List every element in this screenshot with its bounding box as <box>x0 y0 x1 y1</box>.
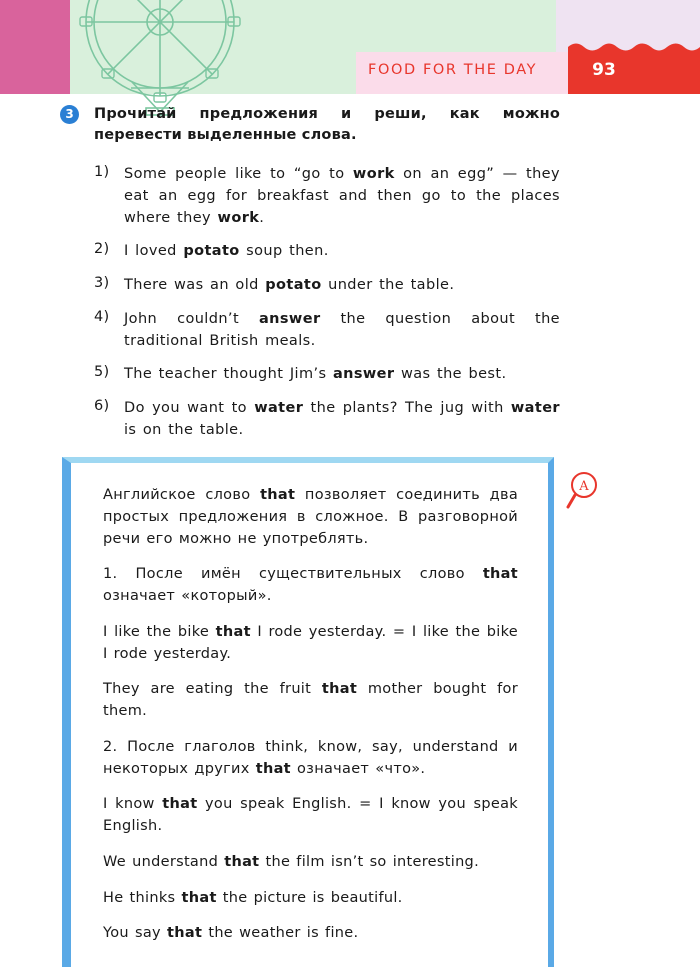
item-label: 6) <box>94 398 110 415</box>
exercise-item-list <box>94 164 560 442</box>
grammar-example: They are eating the fruit that mother bought for them. <box>103 681 518 719</box>
exercise-3 <box>60 104 560 454</box>
item-label: 3) <box>94 275 110 292</box>
exercise-instruction: Прочитай предложения и реши, как можно перевести выделенные слова. <box>94 106 560 144</box>
grammar-paragraph: 1. После имён существительных слово that означает «который». <box>103 566 518 604</box>
list-item <box>94 164 560 229</box>
svg-text:A: A <box>579 479 589 494</box>
page-header <box>0 0 700 94</box>
grammar-example: I know that you speak English. = I know you speak English. <box>103 796 519 834</box>
running-title: FOOD FOR THE DAY <box>368 62 538 78</box>
list-item <box>94 275 560 297</box>
list-item <box>94 241 560 263</box>
item-text: Some people like to “go to work on an egg” — they eat an egg for breakfast and then go to the places where they work. <box>124 166 560 226</box>
item-text: Do you want to water the plants? The jug with water is on the table. <box>124 400 560 438</box>
magnifier-icon <box>566 470 608 512</box>
item-label: 1) <box>94 164 110 181</box>
header-wave-decoration <box>568 40 700 54</box>
grammar-rule-box <box>62 457 554 967</box>
page-number: 93 <box>592 60 616 80</box>
list-item <box>94 364 560 386</box>
item-label: 2) <box>94 241 110 258</box>
item-label: 4) <box>94 308 110 325</box>
list-item <box>94 309 560 353</box>
item-text: The teacher thought Jim’s answer was the best. <box>124 366 507 383</box>
item-text: There was an old potato under the table. <box>124 277 455 294</box>
list-item <box>94 398 560 442</box>
grammar-example: You say that the weather is fine. <box>103 925 359 942</box>
grammar-example: We understand that the film isn’t so interesting. <box>103 853 479 870</box>
item-text: John couldn’t answer the question about the traditional British meals. <box>124 310 560 349</box>
grammar-paragraph: 2. После глаголов think, know, say, understand и некоторых других that означает «что». <box>103 738 518 777</box>
grammar-example: He thinks that the picture is beautiful. <box>103 889 403 906</box>
item-label: 5) <box>94 364 110 381</box>
exercise-number-badge: 3 <box>60 105 79 124</box>
grammar-example: I like the bike that I rode yesterday. = I like the bike I rode yesterday. <box>103 623 518 662</box>
item-text: I loved potato soup then. <box>124 243 329 260</box>
grammar-paragraph: Английское слово that позволяет соединить два простых предложения в сложное. В разговорной речи его можно не употреблять. <box>103 487 518 547</box>
